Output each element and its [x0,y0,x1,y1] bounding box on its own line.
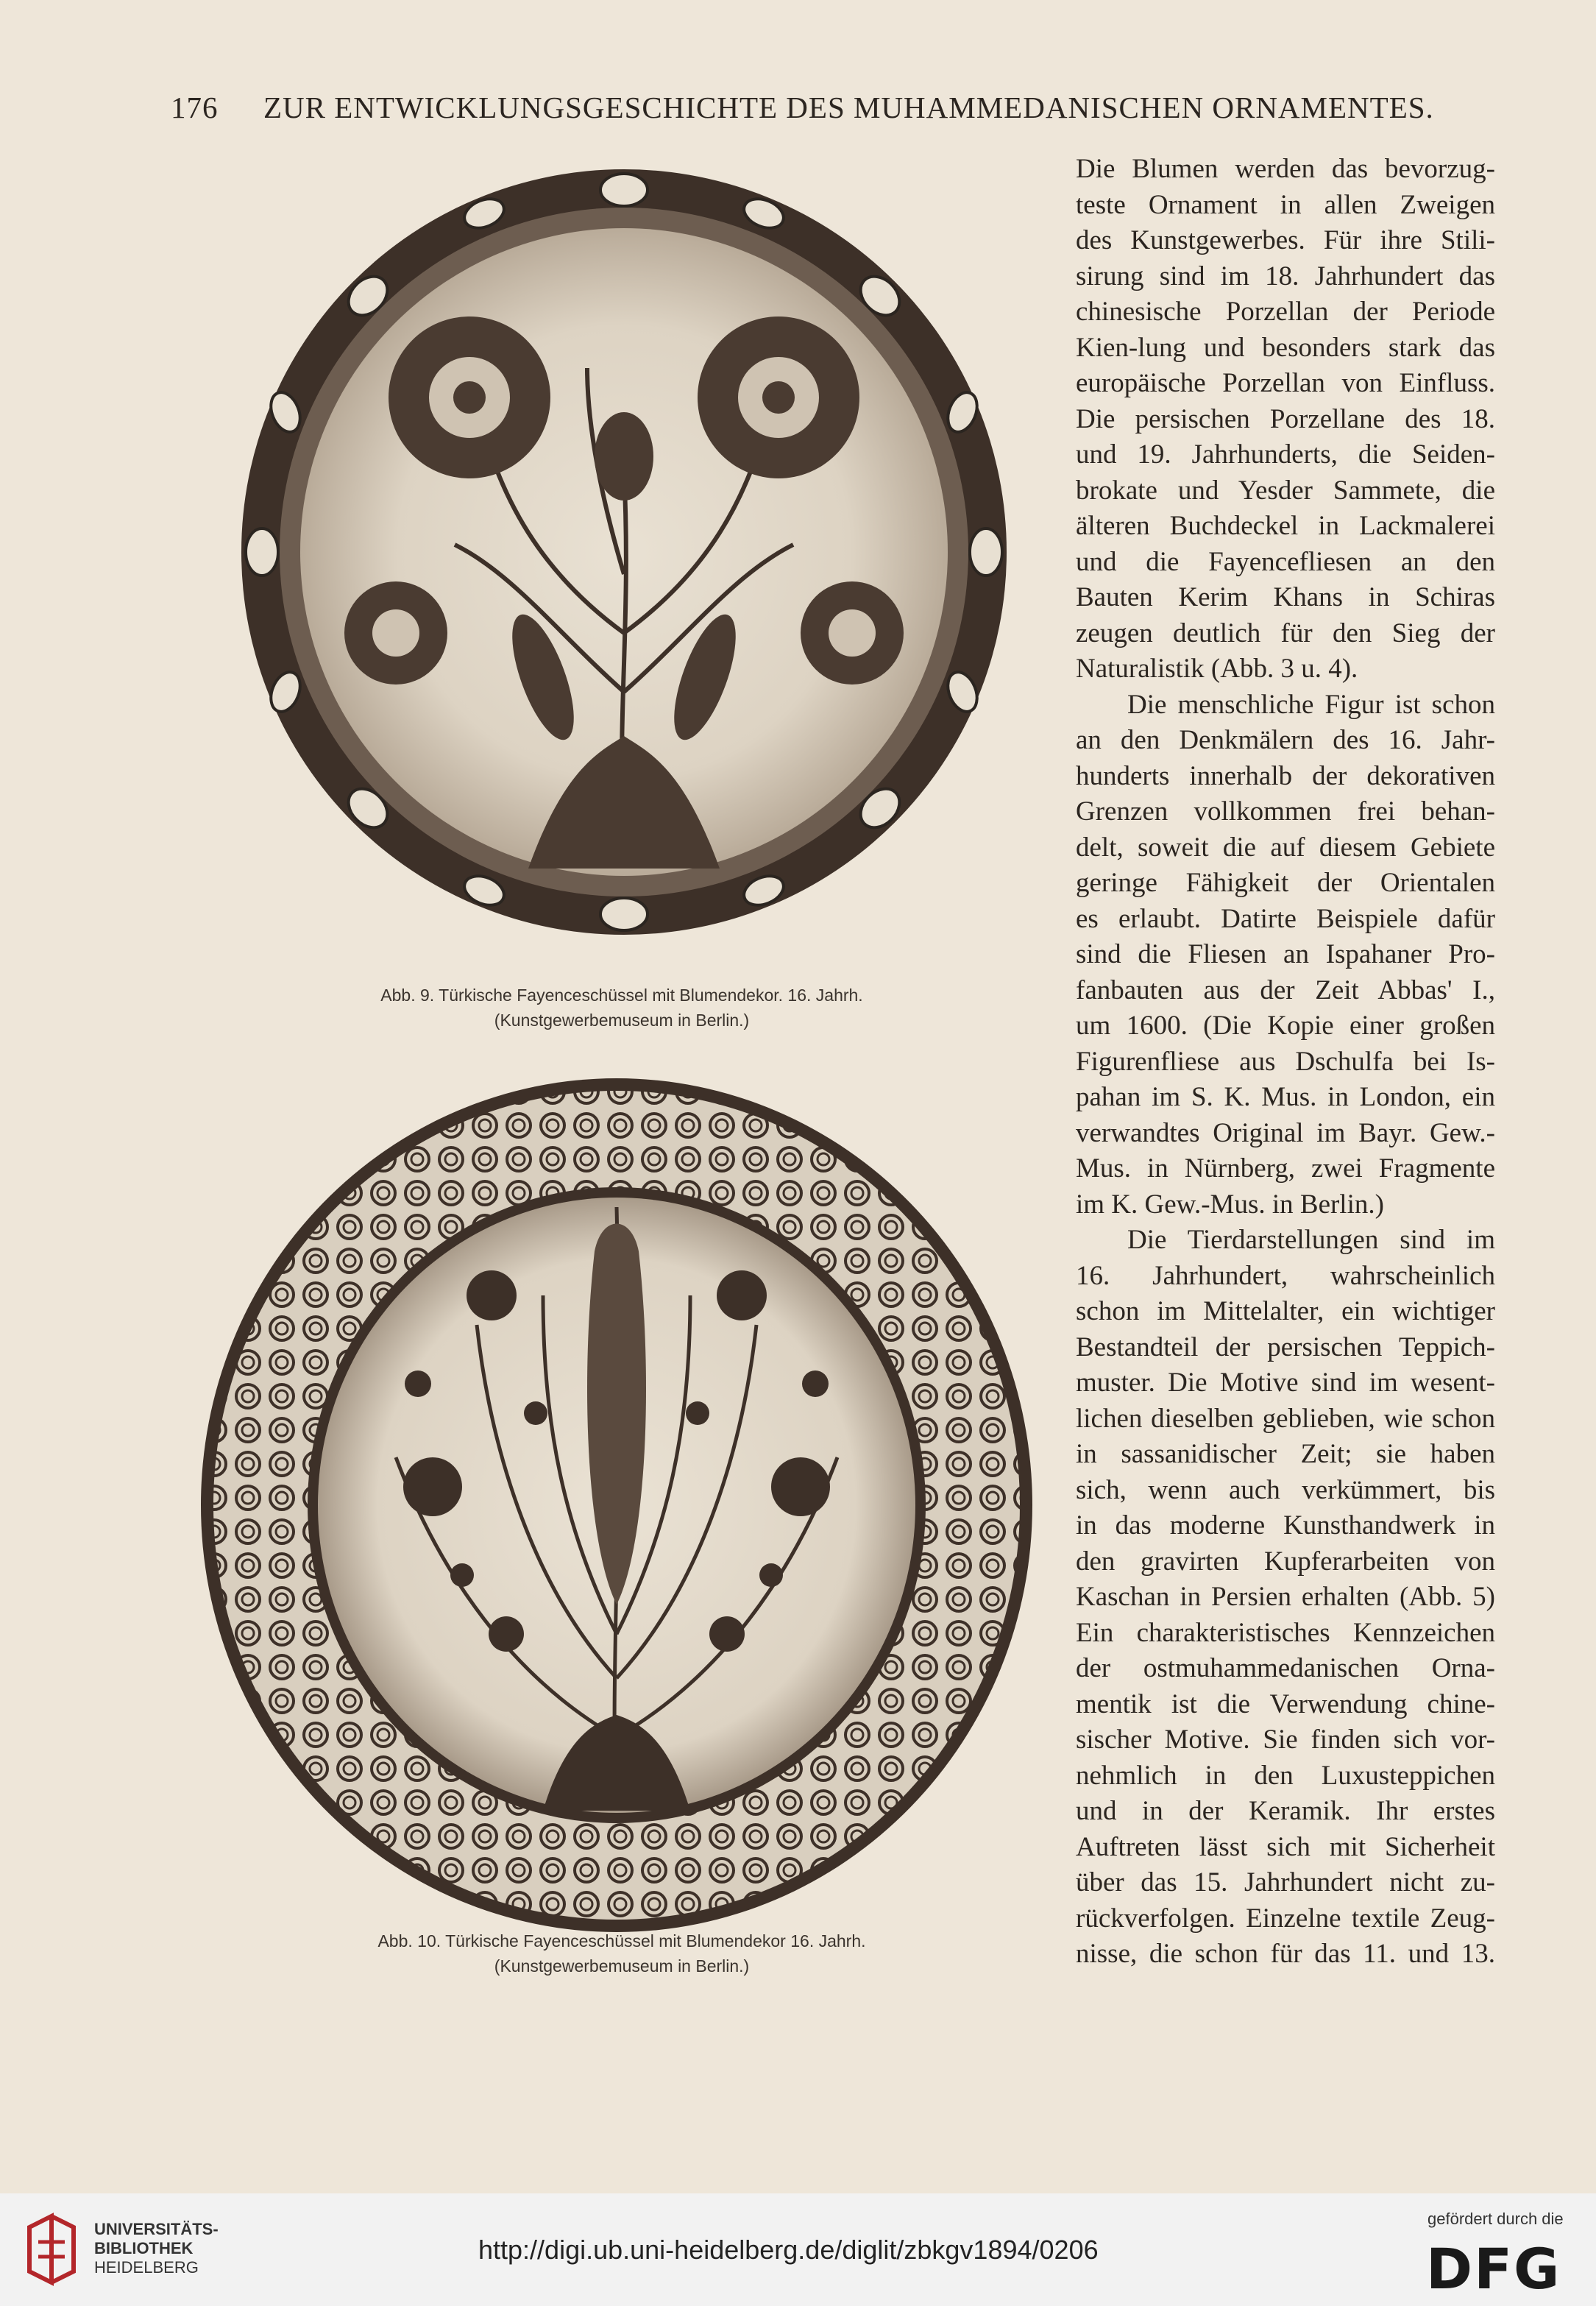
text-line: lichen dieselben geblieben, wie schon [1076,1403,1495,1434]
text-line: zeugen deutlich für den Sieg der [1076,618,1495,648]
dfg-logo: DFG [1426,2236,1561,2302]
text-line: hunderts innerhalb der dekorativen [1076,760,1495,791]
text-line: Bestandteil der persischen Teppich- [1076,1331,1495,1362]
text-line: im K. Gew.-Mus. in Berlin.) [1076,1189,1384,1220]
text-line: um 1600. (Die Kopie einer großen [1076,1011,1495,1041]
text-line: und in der Keramik. Ihr erstes [1076,1796,1495,1826]
text-line: Auftreten lässt sich mit Sicherheit [1076,1831,1495,1862]
text-line: Naturalistik (Abb. 3 u. 4). [1076,654,1358,684]
text-line: der ostmuhammedanischen Orna- [1076,1653,1495,1683]
caption-title: Abb. 10. Türkische Fayenceschüssel mit Blumendekor 16. Jahrh. [377,1931,866,1950]
text-line: verwandtes Original im Bayr. Gew.- [1076,1117,1495,1148]
plate-2-drawing [197,1075,1036,1936]
text-line: mentik ist die Verwendung chine- [1076,1688,1495,1719]
text-line: nehmlich in den Luxusteppichen [1076,1760,1495,1791]
text-line: Figurenfliese aus Dschulfa bei Is- [1076,1046,1495,1077]
library-name [94,2220,219,2277]
page-number: 176 [171,91,219,124]
text-line: Die Tierdarstellungen sind im [1127,1225,1495,1255]
university-library-logo-icon [22,2213,81,2286]
text-line: sischer Motive. Sie finden sich vor- [1076,1725,1495,1755]
page-header [171,90,1434,134]
text-line: muster. Die Motive sind im wesent- [1076,1368,1495,1398]
text-line: älteren Buchdeckel in Lackmalerei [1076,511,1495,541]
digitization-footer [0,2193,1596,2306]
text-line: fanbauten aus der Zeit Abbas' I., [1076,975,1495,1005]
body-text-column [1076,152,1495,1973]
text-line: sich, wenn auch verkümmert, bis [1076,1474,1495,1505]
caption-source: (Kunstgewerbemuseum in Berlin.) [494,1956,750,1976]
text-line: und die Fayencefliesen an den [1076,546,1495,577]
text-line: europäische Porzellan von Einfluss. [1076,368,1495,398]
running-title: ZUR ENTWICKLUNGSGESCHICHTE DES MUHAMMEDANISCHEN ORNAMENTES. [263,91,1434,124]
text-line: Grenzen vollkommen frei behan- [1076,796,1495,827]
text-line: den gravirten Kupferarbeiten von [1076,1546,1495,1577]
text-line: nisse, die schon für das 11. und 13. [1076,1939,1495,1969]
text-line: über das 15. Jahrhundert nicht zu- [1076,1867,1495,1898]
figure-caption-abb-9 [280,983,964,1033]
text-line: Mus. in Nürnberg, zwei Fragmente [1076,1153,1495,1184]
text-line: 16. Jahrhundert, wahrscheinlich [1076,1260,1495,1291]
text-line: Die menschliche Figur ist schon [1127,689,1495,720]
plate-illustration-abb-10 [197,1075,1036,1936]
plate-1-drawing [234,162,1014,942]
text-line: Die Blumen werden das bevorzug- [1076,154,1495,184]
text-line: des Kunstgewerbes. Für ihre Stili- [1076,225,1495,255]
text-line: rückverfolgen. Einzelne textile Zeug- [1076,1903,1495,1934]
text-line: Kaschan in Persien erhalten (Abb. 5) [1076,1582,1495,1612]
text-line: an den Denkmälern des 16. Jahr- [1076,725,1495,755]
text-line: teste Ornament in allen Zweigen [1076,189,1495,220]
text-line: Ein charakteristisches Kennzeichen [1076,1617,1495,1648]
text-line: chinesische Porzellan der Periode [1076,297,1495,327]
funder-label: gefördert durch die [1427,2210,1564,2228]
figure-caption-abb-10 [280,1928,964,1978]
text-line: Bauten Kerim Khans in Schiras [1076,582,1495,612]
text-line: sirung sind im 18. Jahrhundert das [1076,261,1495,291]
text-line: es erlaubt. Datirte Beispiele dafür [1076,903,1495,934]
text-line: in das moderne Kunsthandwerk in [1076,1510,1495,1541]
text-line: sind die Fliesen an Ispahaner Pro- [1076,939,1495,969]
text-line: brokate und Yesder Sammete, die [1076,475,1495,506]
library-name-line: UNIVERSITÄTS- [94,2220,219,2238]
text-line: Kien-lung und besonders stark das [1076,332,1495,363]
permalink-url[interactable]: http://digi.ub.uni-heidelberg.de/diglit/zbkgv1894/0206 [478,2235,1099,2265]
text-line: geringe Fähigkeit der Orientalen [1076,868,1495,898]
text-line: schon im Mittelalter, ein wichtiger [1076,1296,1495,1326]
text-line: und 19. Jahrhunderts, die Seiden- [1076,439,1495,470]
text-line: Die persischen Porzellane des 18. [1076,403,1495,434]
text-line: in sassanidischer Zeit; sie haben [1076,1439,1495,1469]
caption-source: (Kunstgewerbemuseum in Berlin.) [494,1011,750,1030]
plate-illustration-abb-9 [234,162,1014,942]
library-name-line: HEIDELBERG [94,2258,199,2277]
library-name-line: BIBLIOTHEK [94,2239,194,2257]
text-line: delt, soweit die auf diesem Gebiete [1076,832,1495,863]
caption-title: Abb. 9. Türkische Fayenceschüssel mit Blumendekor. 16. Jahrh. [380,986,863,1005]
text-line: pahan im S. K. Mus. in London, ein [1076,1082,1495,1112]
